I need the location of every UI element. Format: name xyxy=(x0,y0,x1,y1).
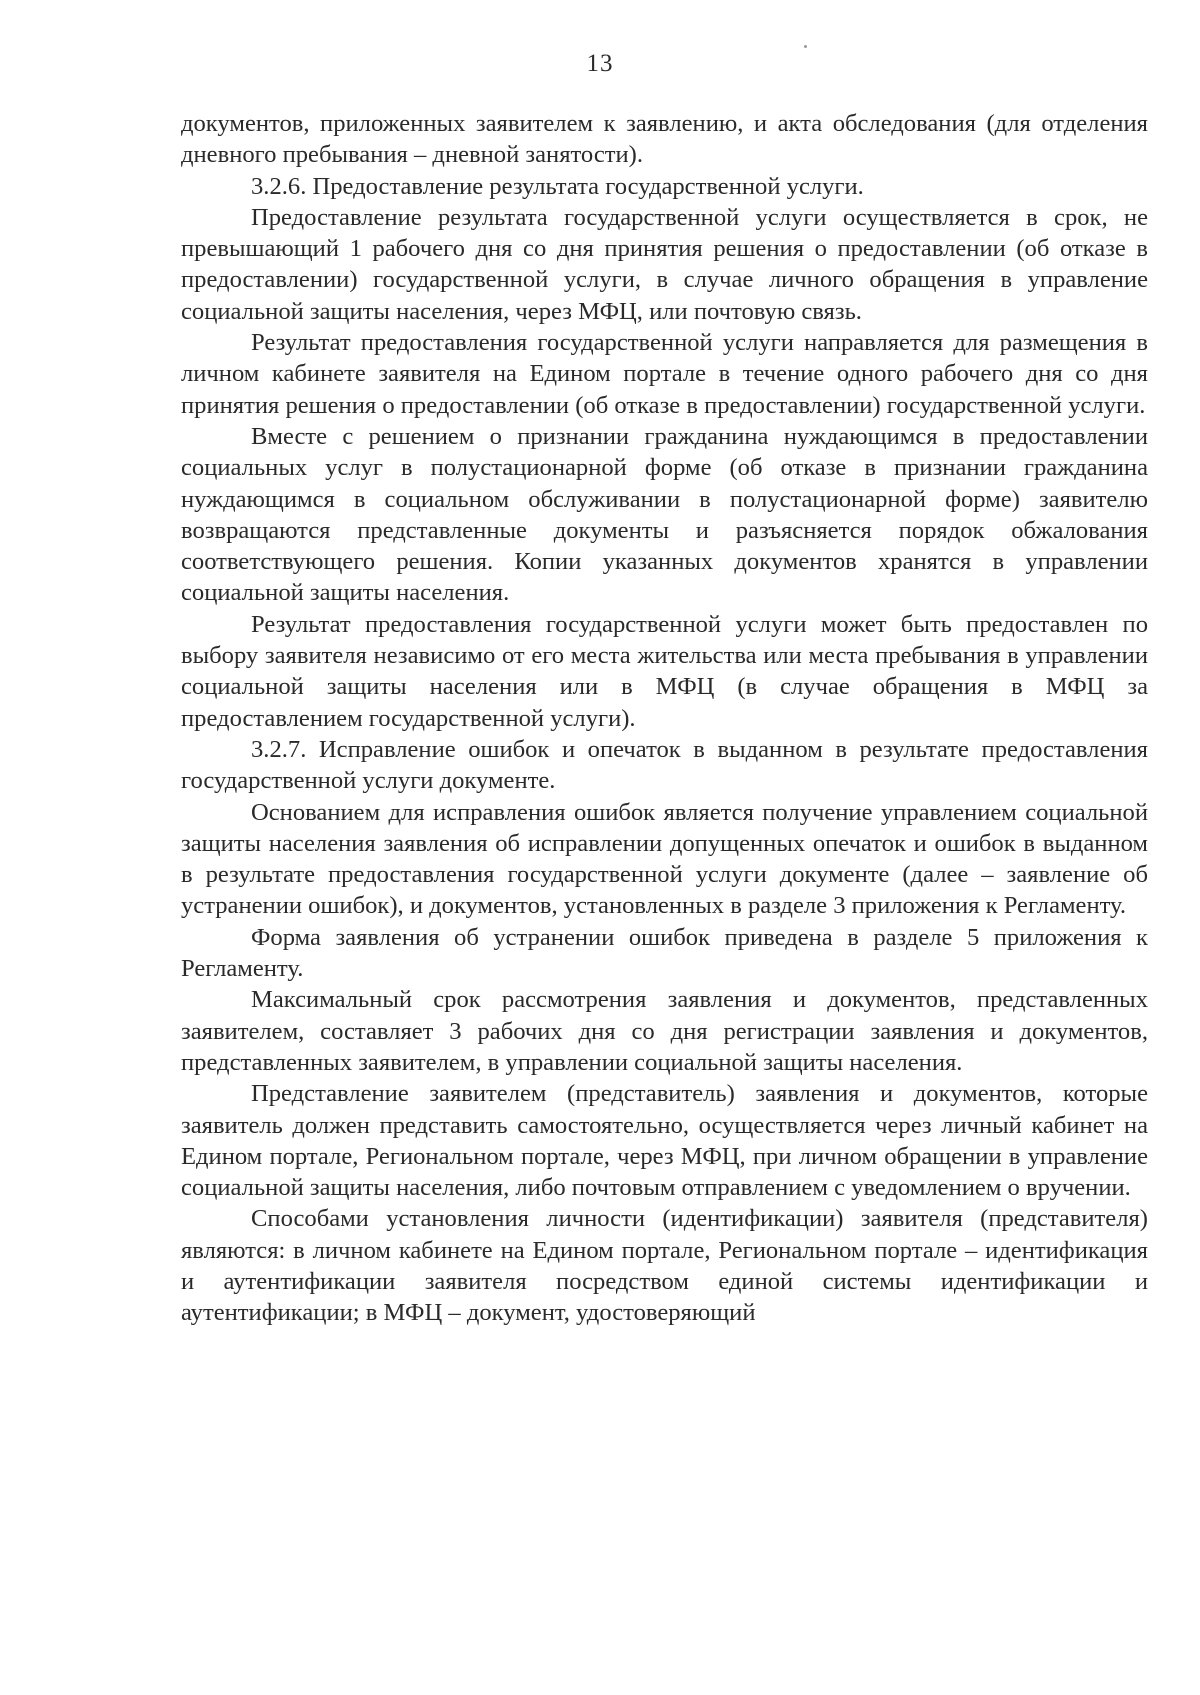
section-heading-3-2-6: 3.2.6. Предоставление результата государственной услуги. xyxy=(251,172,864,200)
scan-speck xyxy=(804,45,807,48)
paragraph-correction-basis: Основанием для исправления ошибок является получение управлением социальной защиты населения заявления об исправлении допущенных опечаток и ошибок в выданном в результате предоставления государственной услуги документе (далее – заявление об устранении ошибок), и документов, установленных в разделе 3 приложения к Регламенту. xyxy=(181,798,1148,920)
section-heading-3-2-7: 3.2.7. Исправление ошибок и опечаток в выданном в результате предоставления государственной услуги документе. xyxy=(181,735,1148,795)
paragraph-return-documents: Вместе с решением о признании гражданина нуждающимся в предоставлении социальных услуг в полустационарной форме (об отказе в признании гражданина нуждающимся в социальном обслуживании в полустационарной форме) заявителю возвращаются представленные документы и разъясняется порядок обжалования соответствующего решения. Копии указанных документов хранятся в управлении социальной защиты населения. xyxy=(181,422,1148,607)
paragraph-identification: Способами установления личности (идентификации) заявителя (представителя) являются: в личном кабинете на Едином портале, Региональном портале – идентификация и аутентификации заявителя посредством единой системы идентификации и аутентификации; в МФЦ – документ, удостоверяющий xyxy=(181,1205,1148,1327)
paragraph-max-term: Максимальный срок рассмотрения заявления и документов, представленных заявителем, составляет 3 рабочих дня со дня регистрации заявления и документов, представленных заявителем, в управлении социальной защиты населения. xyxy=(181,986,1148,1076)
paragraph-result-portal: Результат предоставления государственной услуги направляется для размещения в личном кабинете заявителя на Едином портале в течение одного рабочего дня со дня принятия решения о предоставлении (об отказе в предоставлении) государственной услуги. xyxy=(181,329,1148,419)
paragraph-result-deadline: Предоставление результата государственной услуги осуществляется в срок, не превышающий 1 рабочего дня со дня принятия решения о предоставлении (об отказе в предоставлении) государственной услуги, в случае личного обращения в управление социальной защиты населения, через МФЦ, или почтовую связь. xyxy=(181,203,1148,325)
paragraph-result-choice: Результат предоставления государственной услуги может быть предоставлен по выбору заявителя независимо от его места жительства или места пребывания в управлении социальной защиты населения или в МФЦ (в случае обращения в МФЦ за предоставлением государственной услуги). xyxy=(181,610,1148,732)
paragraph-continuation: документов, приложенных заявителем к заявлению, и акта обследования (для отделения дневного пребывания – дневной занятости). xyxy=(181,110,1148,169)
paragraph-submission-methods: Представление заявителем (представитель) заявления и документов, которые заявитель должен представить самостоятельно, осуществляется через личный кабинет на Едином портале, Региональном портале, через МФЦ, при личном обращении в управление социальной защиты населения, либо почтовым отправлением с уведомлением о вручении. xyxy=(181,1080,1148,1202)
body-text xyxy=(181,108,1148,1329)
page-number: 13 xyxy=(586,50,614,77)
paragraph-correction-form: Форма заявления об устранении ошибок приведена в разделе 5 приложения к Регламенту. xyxy=(181,923,1148,983)
